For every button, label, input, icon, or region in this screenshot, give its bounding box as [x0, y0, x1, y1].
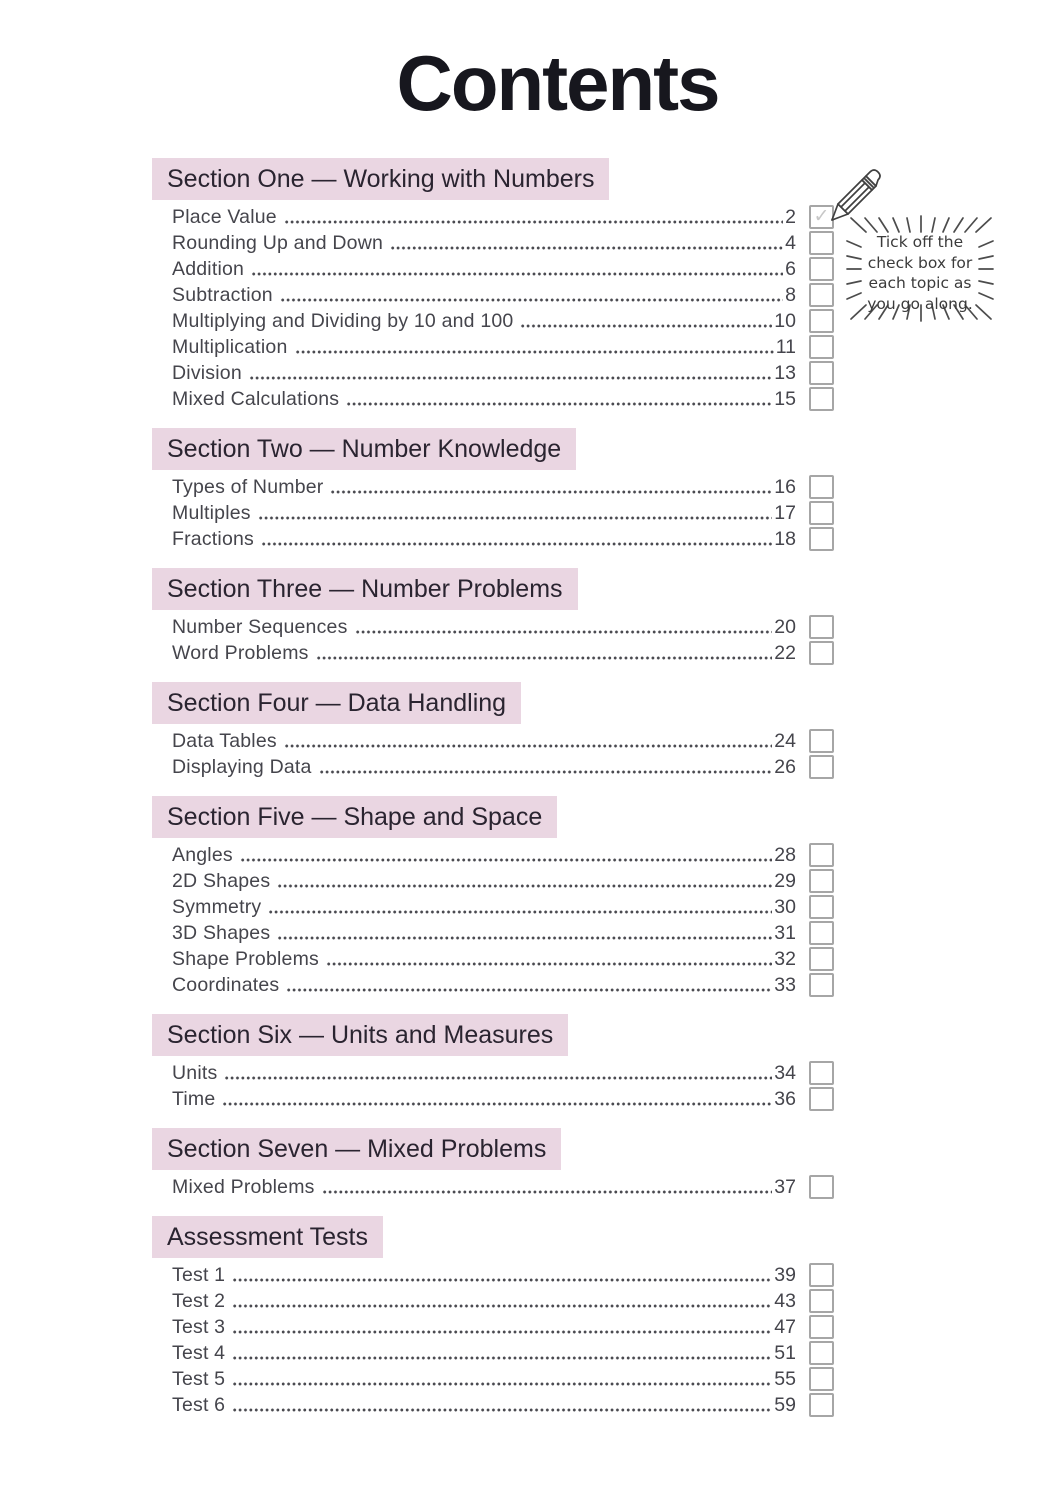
- toc-row: [172, 500, 834, 526]
- toc-entry-label: Addition: [172, 258, 245, 280]
- check-mark: ✓: [813, 205, 830, 227]
- dot-leader: [355, 614, 773, 640]
- section-entries: [152, 728, 834, 780]
- toc-entry-label: Displaying Data: [172, 756, 312, 778]
- toc-row: [172, 526, 834, 552]
- section-entries: [152, 1060, 834, 1112]
- dot-leader: [232, 1262, 772, 1288]
- dot-leader: [232, 1314, 772, 1340]
- toc-row: [172, 230, 834, 256]
- toc-row: [172, 1392, 834, 1418]
- toc-row: [172, 972, 834, 998]
- page-number: 33: [774, 974, 796, 996]
- page-number: 11: [775, 336, 796, 358]
- toc-entry-label: Test 3: [172, 1316, 226, 1338]
- section-three: [152, 568, 834, 666]
- dot-leader: [326, 946, 772, 972]
- toc-row: [172, 386, 834, 412]
- section-entries: [152, 1262, 834, 1418]
- checkbox[interactable]: [809, 361, 834, 385]
- page-number: 6: [785, 258, 796, 280]
- toc-entry-label: Fractions: [172, 528, 254, 550]
- margin-note: [828, 163, 1004, 343]
- note-line: check box for: [867, 253, 973, 272]
- toc-row: [172, 282, 834, 308]
- page-number: 39: [774, 1264, 796, 1286]
- dot-leader: [280, 282, 783, 308]
- page-number: 31: [774, 922, 796, 944]
- checkbox[interactable]: [809, 1175, 834, 1199]
- page-number: 24: [774, 730, 796, 752]
- dot-leader: [251, 256, 783, 282]
- section-heading: Section Three — Number Problems: [152, 568, 578, 610]
- checkbox[interactable]: [809, 1087, 834, 1111]
- page-number: 28: [774, 844, 796, 866]
- checkbox[interactable]: [809, 921, 834, 945]
- toc-entry-label: Division: [172, 362, 242, 384]
- dot-leader: [346, 386, 772, 412]
- section-assessment-tests: [152, 1216, 834, 1418]
- page-number: 17: [774, 502, 796, 524]
- checkbox[interactable]: [809, 475, 834, 499]
- toc-entry-label: Shape Problems: [172, 948, 319, 970]
- toc-entry-label: Time: [172, 1088, 216, 1110]
- checkbox[interactable]: [809, 1061, 834, 1085]
- dot-leader: [249, 360, 772, 386]
- section-heading: Assessment Tests: [152, 1216, 383, 1258]
- dot-leader: [258, 500, 773, 526]
- page-number: 13: [774, 362, 796, 384]
- toc-entry-label: Test 4: [172, 1342, 226, 1364]
- dot-leader: [295, 334, 774, 360]
- toc-entry-label: Test 1: [172, 1264, 226, 1286]
- page-number: 59: [774, 1394, 796, 1416]
- note-text: [858, 232, 982, 314]
- toc-entry-label: Mixed Problems: [172, 1176, 315, 1198]
- toc-row: [172, 1060, 834, 1086]
- page-number: 8: [785, 284, 796, 306]
- section-four: [152, 682, 834, 780]
- toc-row: [172, 1174, 834, 1200]
- toc-entry-label: Test 6: [172, 1394, 226, 1416]
- note-line: you go along.: [867, 294, 973, 313]
- page-number: 43: [774, 1290, 796, 1312]
- section-heading: Section Two — Number Knowledge: [152, 428, 576, 470]
- dot-leader: [322, 1174, 773, 1200]
- page-number: 51: [774, 1342, 796, 1364]
- checkbox[interactable]: [809, 1367, 834, 1391]
- dot-leader: [284, 204, 783, 230]
- page-number: 34: [774, 1062, 796, 1084]
- note-line: each topic as: [868, 274, 972, 292]
- toc-row: [172, 1314, 834, 1340]
- page-number: 15: [774, 388, 796, 410]
- toc-row: [172, 1262, 834, 1288]
- toc-row: [172, 256, 834, 282]
- note-burst: [844, 205, 996, 333]
- toc-row: [172, 920, 834, 946]
- dot-leader: [232, 1340, 772, 1366]
- page-number: 55: [774, 1368, 796, 1390]
- page-number: 10: [774, 310, 796, 332]
- page-number: 2: [785, 206, 796, 228]
- dot-leader: [232, 1392, 772, 1418]
- dot-leader: [222, 1086, 772, 1112]
- section-two: [152, 428, 834, 552]
- checkbox[interactable]: [809, 869, 834, 893]
- checkbox[interactable]: [809, 641, 834, 665]
- page-number: 4: [785, 232, 796, 254]
- dot-leader: [277, 920, 772, 946]
- section-entries: [152, 1174, 834, 1200]
- toc-row: [172, 1366, 834, 1392]
- toc-entry-label: Units: [172, 1062, 218, 1084]
- dot-leader: [268, 894, 772, 920]
- checkbox[interactable]: [809, 843, 834, 867]
- dot-leader: [232, 1288, 772, 1314]
- toc-row: [172, 1340, 834, 1366]
- checkbox[interactable]: [809, 527, 834, 551]
- dot-leader: [390, 230, 783, 256]
- section-seven: [152, 1128, 834, 1200]
- section-heading: Section One — Working with Numbers: [152, 158, 609, 200]
- checkbox[interactable]: [809, 1341, 834, 1365]
- dot-leader: [240, 842, 772, 868]
- checkbox[interactable]: [809, 755, 834, 779]
- page-number: 26: [774, 756, 796, 778]
- dot-leader: [224, 1060, 772, 1086]
- page-title: Contents: [396, 39, 719, 127]
- page-number: 47: [774, 1316, 796, 1338]
- toc-row: [172, 308, 834, 334]
- page-number: 37: [774, 1176, 796, 1198]
- toc-entry-label: Angles: [172, 844, 233, 866]
- dot-leader: [330, 474, 772, 500]
- section-heading: Section Six — Units and Measures: [152, 1014, 568, 1056]
- dot-leader: [286, 972, 772, 998]
- section-entries: [152, 474, 834, 552]
- toc-entry-label: Rounding Up and Down: [172, 232, 384, 254]
- toc-entry-label: Multiplication: [172, 336, 288, 358]
- toc-row: [172, 894, 834, 920]
- dot-leader: [520, 308, 772, 334]
- toc-entry-label: Coordinates: [172, 974, 280, 996]
- toc-row: [172, 1288, 834, 1314]
- section-one: [152, 158, 834, 412]
- toc-content: [152, 158, 834, 1434]
- toc-row: [172, 640, 834, 666]
- checkbox[interactable]: [809, 1289, 834, 1313]
- toc-entry-label: Multiplying and Dividing by 10 and 100: [172, 310, 514, 332]
- toc-entry-label: Symmetry: [172, 896, 262, 918]
- dot-leader: [261, 526, 772, 552]
- toc-entry-label: Test 5: [172, 1368, 226, 1390]
- toc-row: [172, 946, 834, 972]
- section-heading: Section Seven — Mixed Problems: [152, 1128, 561, 1170]
- toc-row: [172, 360, 834, 386]
- checkbox[interactable]: [809, 501, 834, 525]
- toc-entry-label: Word Problems: [172, 642, 309, 664]
- toc-row: [172, 1086, 834, 1112]
- section-entries: [152, 614, 834, 666]
- checkbox[interactable]: [809, 1315, 834, 1339]
- dot-leader: [277, 868, 772, 894]
- toc-entry-label: 3D Shapes: [172, 922, 271, 944]
- section-entries: [152, 842, 834, 998]
- toc-row: [172, 334, 834, 360]
- page-number: 30: [774, 896, 796, 918]
- toc-entry-label: Test 2: [172, 1290, 226, 1312]
- checkbox[interactable]: [809, 895, 834, 919]
- toc-entry-label: Mixed Calculations: [172, 388, 340, 410]
- toc-row: [172, 842, 834, 868]
- toc-entry-label: Place Value: [172, 206, 277, 228]
- toc-row: [172, 728, 834, 754]
- page-number: 29: [774, 870, 796, 892]
- checkbox[interactable]: [809, 1393, 834, 1417]
- page-number: 36: [774, 1088, 796, 1110]
- toc-entry-label: Types of Number: [172, 476, 324, 498]
- section-heading: Section Four — Data Handling: [152, 682, 521, 724]
- checkbox[interactable]: [809, 947, 834, 971]
- toc-entry-label: Subtraction: [172, 284, 273, 306]
- toc-entry-label: 2D Shapes: [172, 870, 271, 892]
- page-number: 32: [774, 948, 796, 970]
- section-entries: [152, 204, 834, 412]
- section-six: [152, 1014, 834, 1112]
- note-line: Tick off the: [876, 233, 964, 251]
- checkbox[interactable]: [809, 729, 834, 753]
- section-heading: Section Five — Shape and Space: [152, 796, 557, 838]
- dot-leader: [284, 728, 772, 754]
- toc-row: [172, 474, 834, 500]
- dot-leader: [316, 640, 773, 666]
- checkbox[interactable]: [809, 387, 834, 411]
- checkbox[interactable]: [809, 973, 834, 997]
- page-number: 16: [774, 476, 796, 498]
- toc-entry-label: Number Sequences: [172, 616, 348, 638]
- toc-row: [172, 754, 834, 780]
- dot-leader: [232, 1366, 772, 1392]
- toc-entry-label: Data Tables: [172, 730, 277, 752]
- checkbox[interactable]: [809, 615, 834, 639]
- toc-entry-label: Multiples: [172, 502, 251, 524]
- toc-row: [172, 614, 834, 640]
- section-five: [152, 796, 834, 998]
- dot-leader: [319, 754, 773, 780]
- page-number: 18: [774, 528, 796, 550]
- page-number: 20: [774, 616, 796, 638]
- page-number: 22: [774, 642, 796, 664]
- toc-row: [172, 868, 834, 894]
- checkbox[interactable]: [809, 1263, 834, 1287]
- toc-row: [172, 204, 834, 230]
